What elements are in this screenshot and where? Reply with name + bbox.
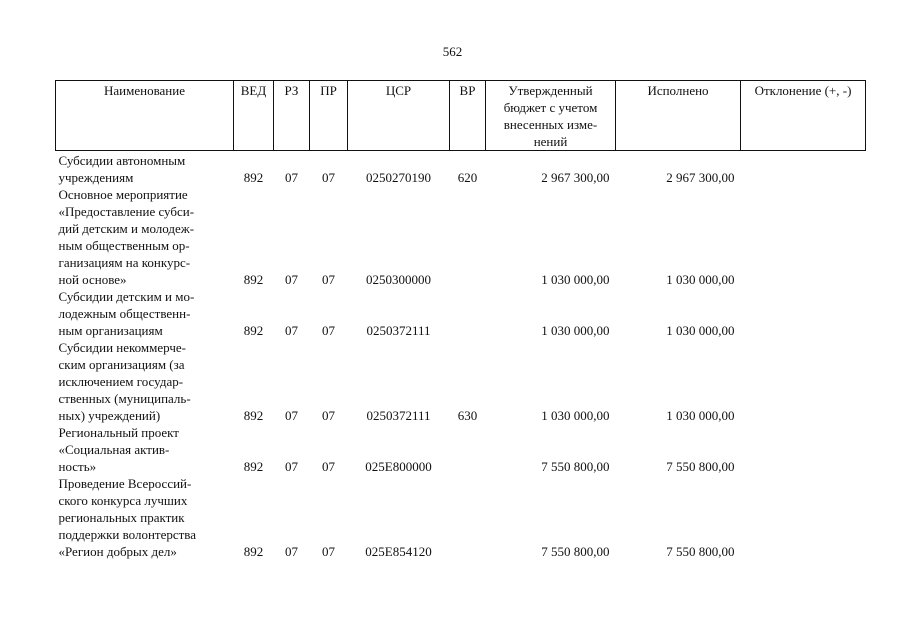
table-row xyxy=(56,339,866,424)
header-vr: ВР xyxy=(450,81,486,151)
row-pr: 07 xyxy=(322,272,335,287)
row-executed: 7 550 800,00 xyxy=(666,544,735,559)
page-number: 562 xyxy=(442,44,463,59)
row-name-line: ность» xyxy=(58,459,97,474)
row-name-line: учреждениям xyxy=(58,170,134,185)
row-csr: 0250372111 xyxy=(366,323,431,338)
row-rz: 07 xyxy=(285,170,298,185)
row-ved: 892 xyxy=(243,544,264,559)
row-name xyxy=(56,151,234,187)
header-csr: ЦСР xyxy=(348,81,450,151)
row-name-line: Субсидии автономным xyxy=(58,153,186,168)
table-row xyxy=(56,475,866,560)
row-executed: 1 030 000,00 xyxy=(666,408,735,423)
row-deviation xyxy=(741,475,866,560)
row-rz: 07 xyxy=(285,544,298,559)
row-name-line: ского конкурса лучших xyxy=(58,493,188,508)
row-csr: 0250270190 xyxy=(366,170,431,185)
header-name: Наименование xyxy=(56,81,234,151)
row-name-line: дий детским и молодеж- xyxy=(58,221,195,236)
row-csr: 025E800000 xyxy=(365,459,432,474)
row-vr: 620 xyxy=(457,170,478,185)
table-row xyxy=(56,186,866,288)
row-approved: 2 967 300,00 xyxy=(541,170,610,185)
table-body xyxy=(56,151,866,561)
row-name xyxy=(56,288,234,339)
row-executed: 2 967 300,00 xyxy=(666,170,735,185)
row-rz: 07 xyxy=(285,408,298,423)
row-name-line: Субсидии детским и мо- xyxy=(58,289,195,304)
row-name-line: ным общественным ор- xyxy=(58,238,190,253)
header-executed: Исполнено xyxy=(616,81,741,151)
table-row xyxy=(56,288,866,339)
row-name xyxy=(56,424,234,475)
row-rz: 07 xyxy=(285,459,298,474)
table-header-row xyxy=(56,81,866,151)
row-pr: 07 xyxy=(322,544,335,559)
row-pr: 07 xyxy=(322,323,335,338)
row-approved: 1 030 000,00 xyxy=(541,272,610,287)
row-name-line: ной основе» xyxy=(58,272,127,287)
row-pr: 07 xyxy=(322,170,335,185)
row-name xyxy=(56,475,234,560)
row-name-line: лодежным общественн- xyxy=(58,306,191,321)
row-vr xyxy=(450,288,486,339)
row-rz: 07 xyxy=(285,323,298,338)
row-approved: 1 030 000,00 xyxy=(541,323,610,338)
row-name-line: региональных практик xyxy=(58,510,185,525)
table-row xyxy=(56,151,866,187)
row-name-line: исключением государ- xyxy=(58,374,184,389)
row-ved: 892 xyxy=(243,459,264,474)
row-name-line: ным организациям xyxy=(58,323,163,338)
row-approved: 7 550 800,00 xyxy=(541,459,610,474)
row-vr: 630 xyxy=(457,408,478,423)
row-approved: 1 030 000,00 xyxy=(541,408,610,423)
row-name-line: «Регион добрых дел» xyxy=(58,544,177,559)
row-deviation xyxy=(741,424,866,475)
row-vr xyxy=(450,475,486,560)
row-deviation xyxy=(741,151,866,187)
row-name-line: поддержки волонтерства xyxy=(58,527,197,542)
row-ved: 892 xyxy=(243,408,264,423)
row-name-line: ственных (муниципаль- xyxy=(58,391,191,406)
row-rz: 07 xyxy=(285,272,298,287)
budget-table xyxy=(55,80,866,560)
row-ved: 892 xyxy=(243,170,264,185)
row-executed: 1 030 000,00 xyxy=(666,272,735,287)
row-ved: 892 xyxy=(243,323,264,338)
row-name xyxy=(56,186,234,288)
row-name xyxy=(56,339,234,424)
row-name-line: «Социальная актив- xyxy=(58,442,170,457)
row-executed: 7 550 800,00 xyxy=(666,459,735,474)
header-rz: РЗ xyxy=(274,81,310,151)
row-name-line: ским организациям (за xyxy=(58,357,185,372)
row-deviation xyxy=(741,186,866,288)
row-vr xyxy=(450,186,486,288)
row-pr: 07 xyxy=(322,459,335,474)
row-name-line: Субсидии некоммерче- xyxy=(58,340,186,355)
header-approved-budget: Утвержденный бюджет с учетом внесенных изме-нений xyxy=(486,81,616,151)
row-name-line: Региональный проект xyxy=(58,425,179,440)
header-deviation: Отклонение (+, -) xyxy=(741,81,866,151)
row-executed: 1 030 000,00 xyxy=(666,323,735,338)
row-name-line: ных) учреждений) xyxy=(58,408,161,423)
row-name-line: Проведение Всероссий- xyxy=(58,476,192,491)
row-deviation xyxy=(741,339,866,424)
row-csr: 0250372111 xyxy=(366,408,431,423)
row-approved: 7 550 800,00 xyxy=(541,544,610,559)
row-name-line: Основное мероприятие xyxy=(58,187,188,202)
row-ved: 892 xyxy=(243,272,264,287)
table-row xyxy=(56,424,866,475)
row-vr xyxy=(450,424,486,475)
row-csr: 0250300000 xyxy=(366,272,431,287)
row-pr: 07 xyxy=(322,408,335,423)
row-name-line: «Предоставление субси- xyxy=(58,204,195,219)
header-ved: ВЕД xyxy=(234,81,274,151)
row-deviation xyxy=(741,288,866,339)
row-csr: 025E854120 xyxy=(365,544,432,559)
row-name-line: ганизациям на конкурс- xyxy=(58,255,191,270)
header-pr: ПР xyxy=(310,81,348,151)
